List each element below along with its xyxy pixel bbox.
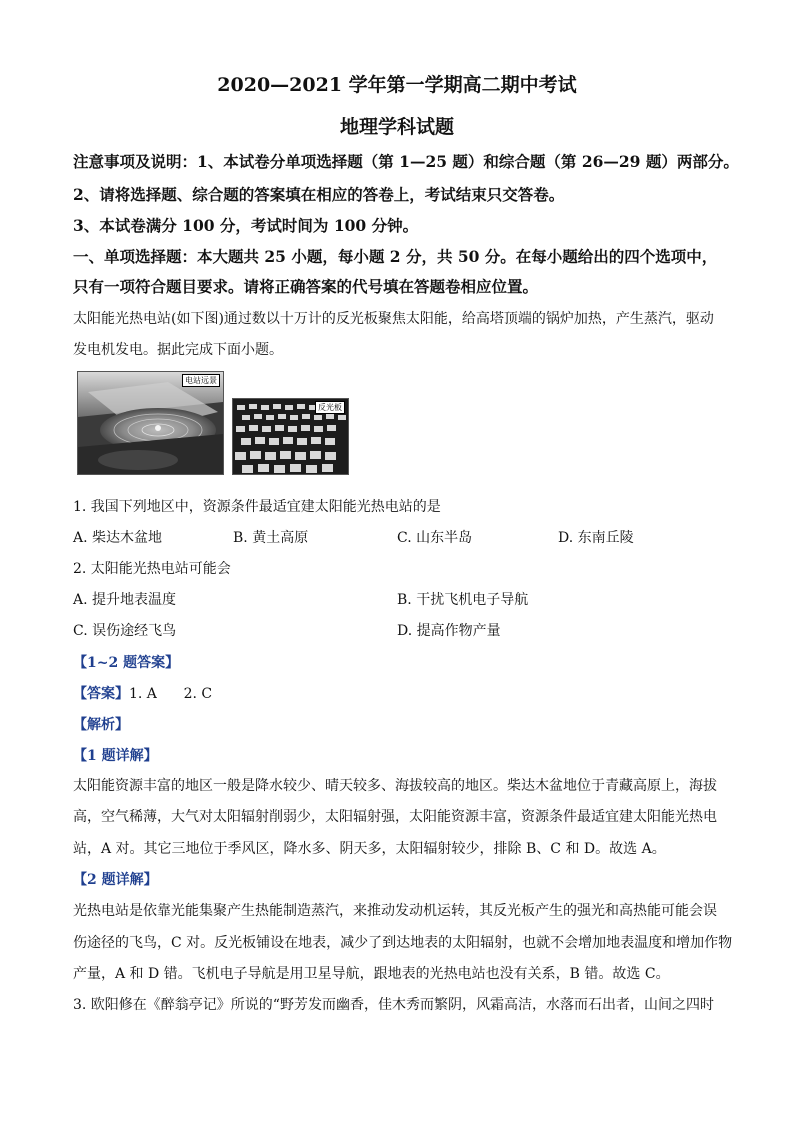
answer-group-tag: 【1~2 题答案】 xyxy=(73,655,180,671)
detail-1-line-3: 站，A 对。其它三地位于季风区，降水多、阴天多，太阳辐射较少，排除 B、C 和 D。故选 A。 xyxy=(73,841,666,857)
detail-1-tag: 【1 题详解】 xyxy=(73,748,158,764)
section-heading-line-2: 只有一项符合题目要求。请将正确答案的代号填在答题卷相应位置。 xyxy=(73,277,539,296)
question-2-option-b: B. 干扰飞机电子导航 xyxy=(397,592,529,608)
reflector-photo xyxy=(232,398,349,475)
question-3-stem: 3. 欧阳修在《醉翁亭记》所说的“野芳发而幽香，佳木秀而繁阴，风霜高洁，水落而石出者，山间之四时 xyxy=(73,997,714,1013)
question-2-option-c: C. 误伤途经飞鸟 xyxy=(73,623,177,639)
detail-1-line-2: 高，空气稀薄，大气对太阳辐射削弱少，太阳辐射强，太阳能资源丰富，资源条件最适宜建太阳能光热电 xyxy=(73,809,717,825)
answer-text: 1. A 2. C xyxy=(129,686,213,702)
intro-line-2: 发电机发电。据此完成下面小题。 xyxy=(73,342,283,358)
analysis-tag: 【解析】 xyxy=(73,717,129,733)
detail-2-line-2: 伤途径的飞鸟，C 对。反光板铺设在地表，减少了到达地表的太阳辐射，也就不会增加地表温度和增加作物 xyxy=(73,935,733,951)
question-1-option-d: D. 东南丘陵 xyxy=(558,530,634,546)
question-1-option-c: C. 山东半岛 xyxy=(397,530,473,546)
notes-line-1: 注意事项及说明：1、本试卷分单项选择题（第 1—25 题）和综合题（第 26—29 题）两部分。 xyxy=(73,152,739,171)
question-1-stem: 1. 我国下列地区中，资源条件最适宜建太阳能光热电站的是 xyxy=(73,499,441,515)
detail-2-tag: 【2 题详解】 xyxy=(73,872,158,888)
section-heading-line-1: 一、单项选择题：本大题共 25 小题，每小题 2 分，共 50 分。在每小题给出的四个选项中， xyxy=(73,247,718,266)
power-station-photo xyxy=(77,371,224,475)
question-2-option-a: A. 提升地表温度 xyxy=(73,592,177,608)
detail-1-line-1: 太阳能资源丰富的地区一般是降水较少、晴天较多、海拔较高的地区。柴达木盆地位于青藏高原上，海拔 xyxy=(73,778,717,794)
station-photo-label: 电站远景 xyxy=(182,374,220,387)
question-1-option-a: A. 柴达木盆地 xyxy=(73,530,163,546)
reflector-photo-label: 反光板 xyxy=(315,401,345,414)
detail-2-line-3: 产量，A 和 D 错。飞机电子导航是用卫星导航，跟地表的光热电站也没有关系，B 错。故选 C。 xyxy=(73,966,670,982)
notes-line-3: 3、本试卷满分 100 分，考试时间为 100 分钟。 xyxy=(73,216,419,235)
power-station-image xyxy=(78,372,223,474)
question-2-stem: 2. 太阳能光热电站可能会 xyxy=(73,561,231,577)
answer-line xyxy=(73,683,212,703)
question-2-option-d: D. 提高作物产量 xyxy=(397,623,501,639)
notes-line-2: 2、请将选择题、综合题的答案填在相应的答卷上，考试结束只交答卷。 xyxy=(73,185,565,204)
intro-line-1: 太阳能光热电站(如下图)通过数以十万计的反光板聚焦太阳能，给高塔顶端的锅炉加热，产生蒸汽，驱动 xyxy=(73,311,714,327)
question-1-option-b: B. 黄土高原 xyxy=(233,530,309,546)
detail-2-line-1: 光热电站是依靠光能集聚产生热能制造蒸汽，来推动发动机运转，其反光板产生的强光和高热能可能会误 xyxy=(73,903,717,919)
exam-title: 2020—2021 学年第一学期高二期中考试 xyxy=(217,74,577,96)
subject-title: 地理学科试题 xyxy=(339,116,454,138)
answer-label: 【答案】 xyxy=(73,686,129,702)
